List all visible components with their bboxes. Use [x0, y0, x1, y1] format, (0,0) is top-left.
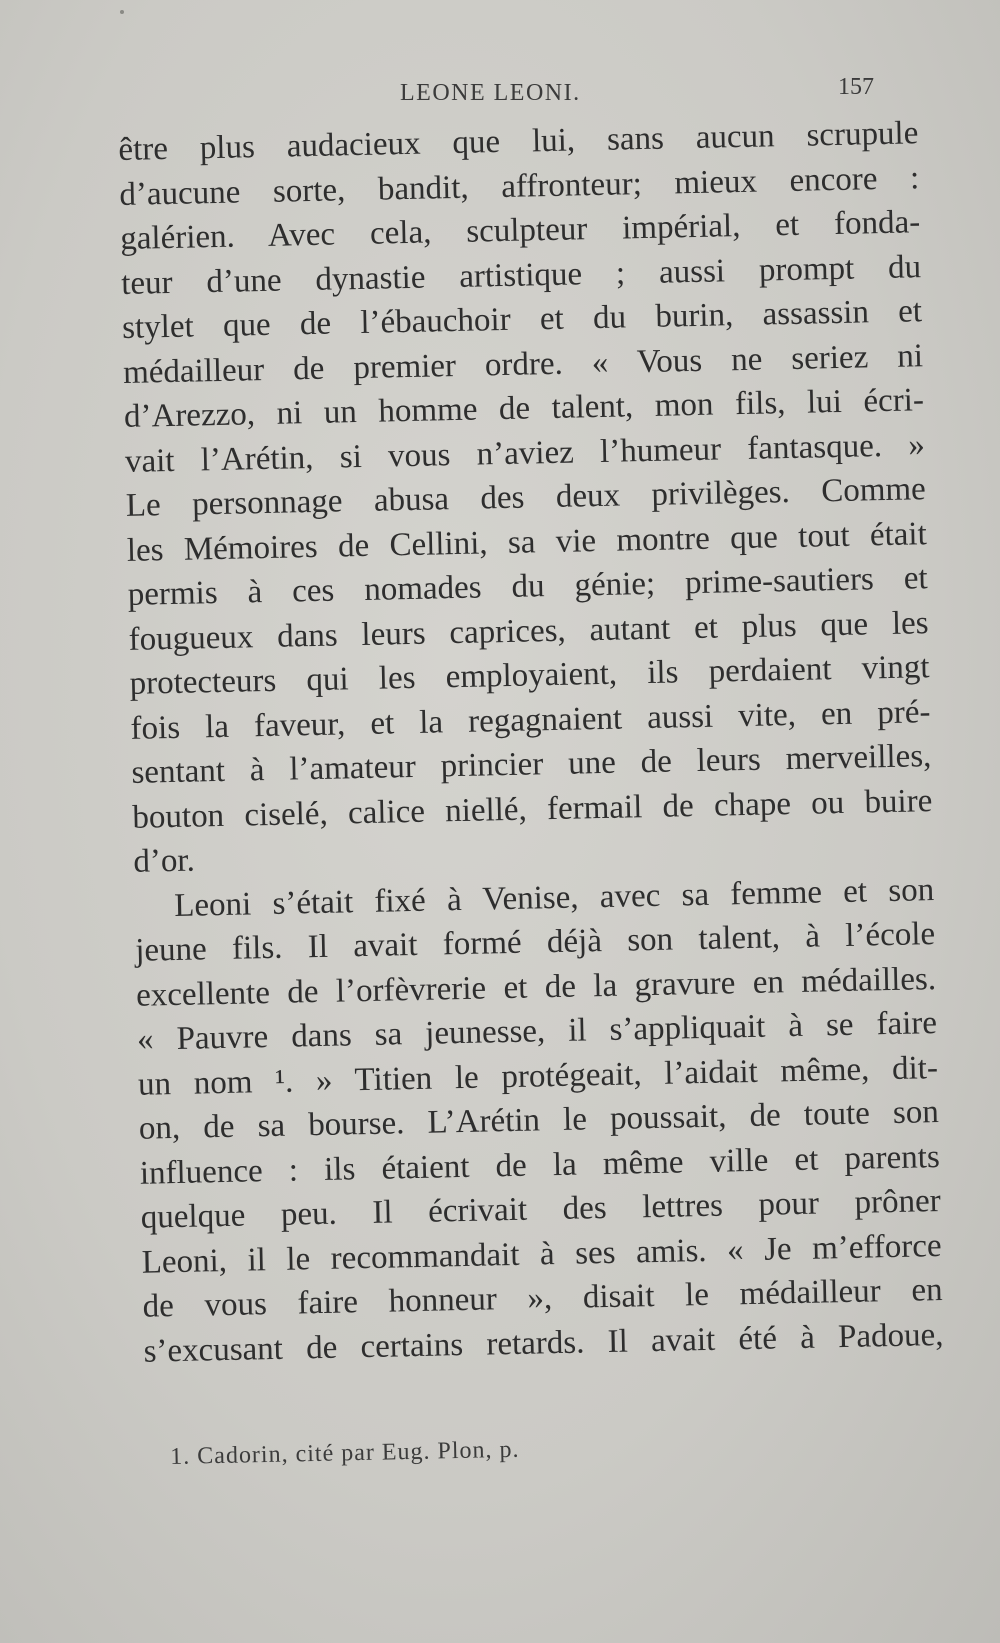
text-line: les Mémoires de Cellini, sa vie montre que tout était	[126, 515, 928, 569]
text-line: d’aucune sorte, bandit, affronteur; mieux encore :	[119, 159, 920, 213]
text-line: Leoni s’était fixé à Venise, avec sa femme et son	[173, 871, 935, 924]
paper-speck	[120, 10, 124, 14]
paragraph-2	[134, 868, 944, 1374]
text-line: s’excusant de certains retards. Il avait été à Padoue,	[143, 1316, 944, 1370]
paragraph-1	[118, 111, 934, 884]
running-head: LEONE LEONI.	[400, 80, 581, 106]
text-line: médailleur de premier ordre. « Vous ne seriez ni	[122, 337, 924, 391]
text-line: on, de sa bourse. L’Arétin le poussait, de toute son	[138, 1094, 940, 1147]
text-line: protecteurs qui les employaient, ils perdaient vingt	[129, 649, 930, 702]
text-line: d’or.	[132, 842, 196, 880]
text-line: teur d’une dynastie artistique ; aussi prompt du	[120, 248, 922, 302]
text-line: être plus audacieux que lui, sans aucun scrupule	[118, 115, 919, 168]
text-line: excellente de l’orfèvrerie et de la gravure en médailles.	[135, 960, 937, 1014]
text-line: galérien. Avec cela, sculpteur impérial, et fonda-	[119, 204, 921, 257]
body-text	[118, 111, 944, 1373]
text-line: fois la faveur, et la regagnaient aussi vite, en pré-	[130, 693, 931, 747]
text-line: d’Arezzo, ni un homme de talent, mon fils, lui écri-	[123, 382, 925, 435]
text-line: fougueux dans leurs caprices, autant et plus que les	[128, 604, 929, 658]
footnote: 1. Cadorin, cité par Eug. Plon, p.	[170, 1436, 520, 1470]
text-line: sentant à l’amateur princier une de leurs merveilles,	[131, 738, 932, 791]
text-line: influence : ils étaient de la même ville et parents	[139, 1138, 941, 1192]
text-line: un nom ¹. » Titien le protégeait, l’aidait même, dit-	[137, 1049, 939, 1103]
text-line: jeune fils. Il avait formé déjà son talent, à l’école	[134, 916, 936, 969]
text-line: de vous faire honneur », disait le médailleur en	[142, 1271, 943, 1325]
text-line: Leoni, il le recommandait à ses amis. « Je m’efforce	[141, 1227, 942, 1281]
text-line: vait l’Arétin, si vous n’aviez l’humeur fantasque. »	[124, 426, 926, 480]
page-number: 157	[838, 74, 874, 100]
text-line: « Pauvre dans sa jeunesse, il s’appliquait à se faire	[136, 1005, 938, 1058]
text-line: quelque peu. Il écrivait des lettres pour prôner	[140, 1183, 942, 1236]
text-line: bouton ciselé, calice niellé, fermail de chape ou buire	[132, 782, 933, 836]
text-line: permis à ces nomades du génie; prime-sautiers et	[127, 560, 928, 613]
text-line: stylet que de l’ébauchoir et du burin, assassin et	[121, 293, 923, 346]
text-line: Le personnage abusa des deux privilèges. Comme	[125, 471, 927, 524]
